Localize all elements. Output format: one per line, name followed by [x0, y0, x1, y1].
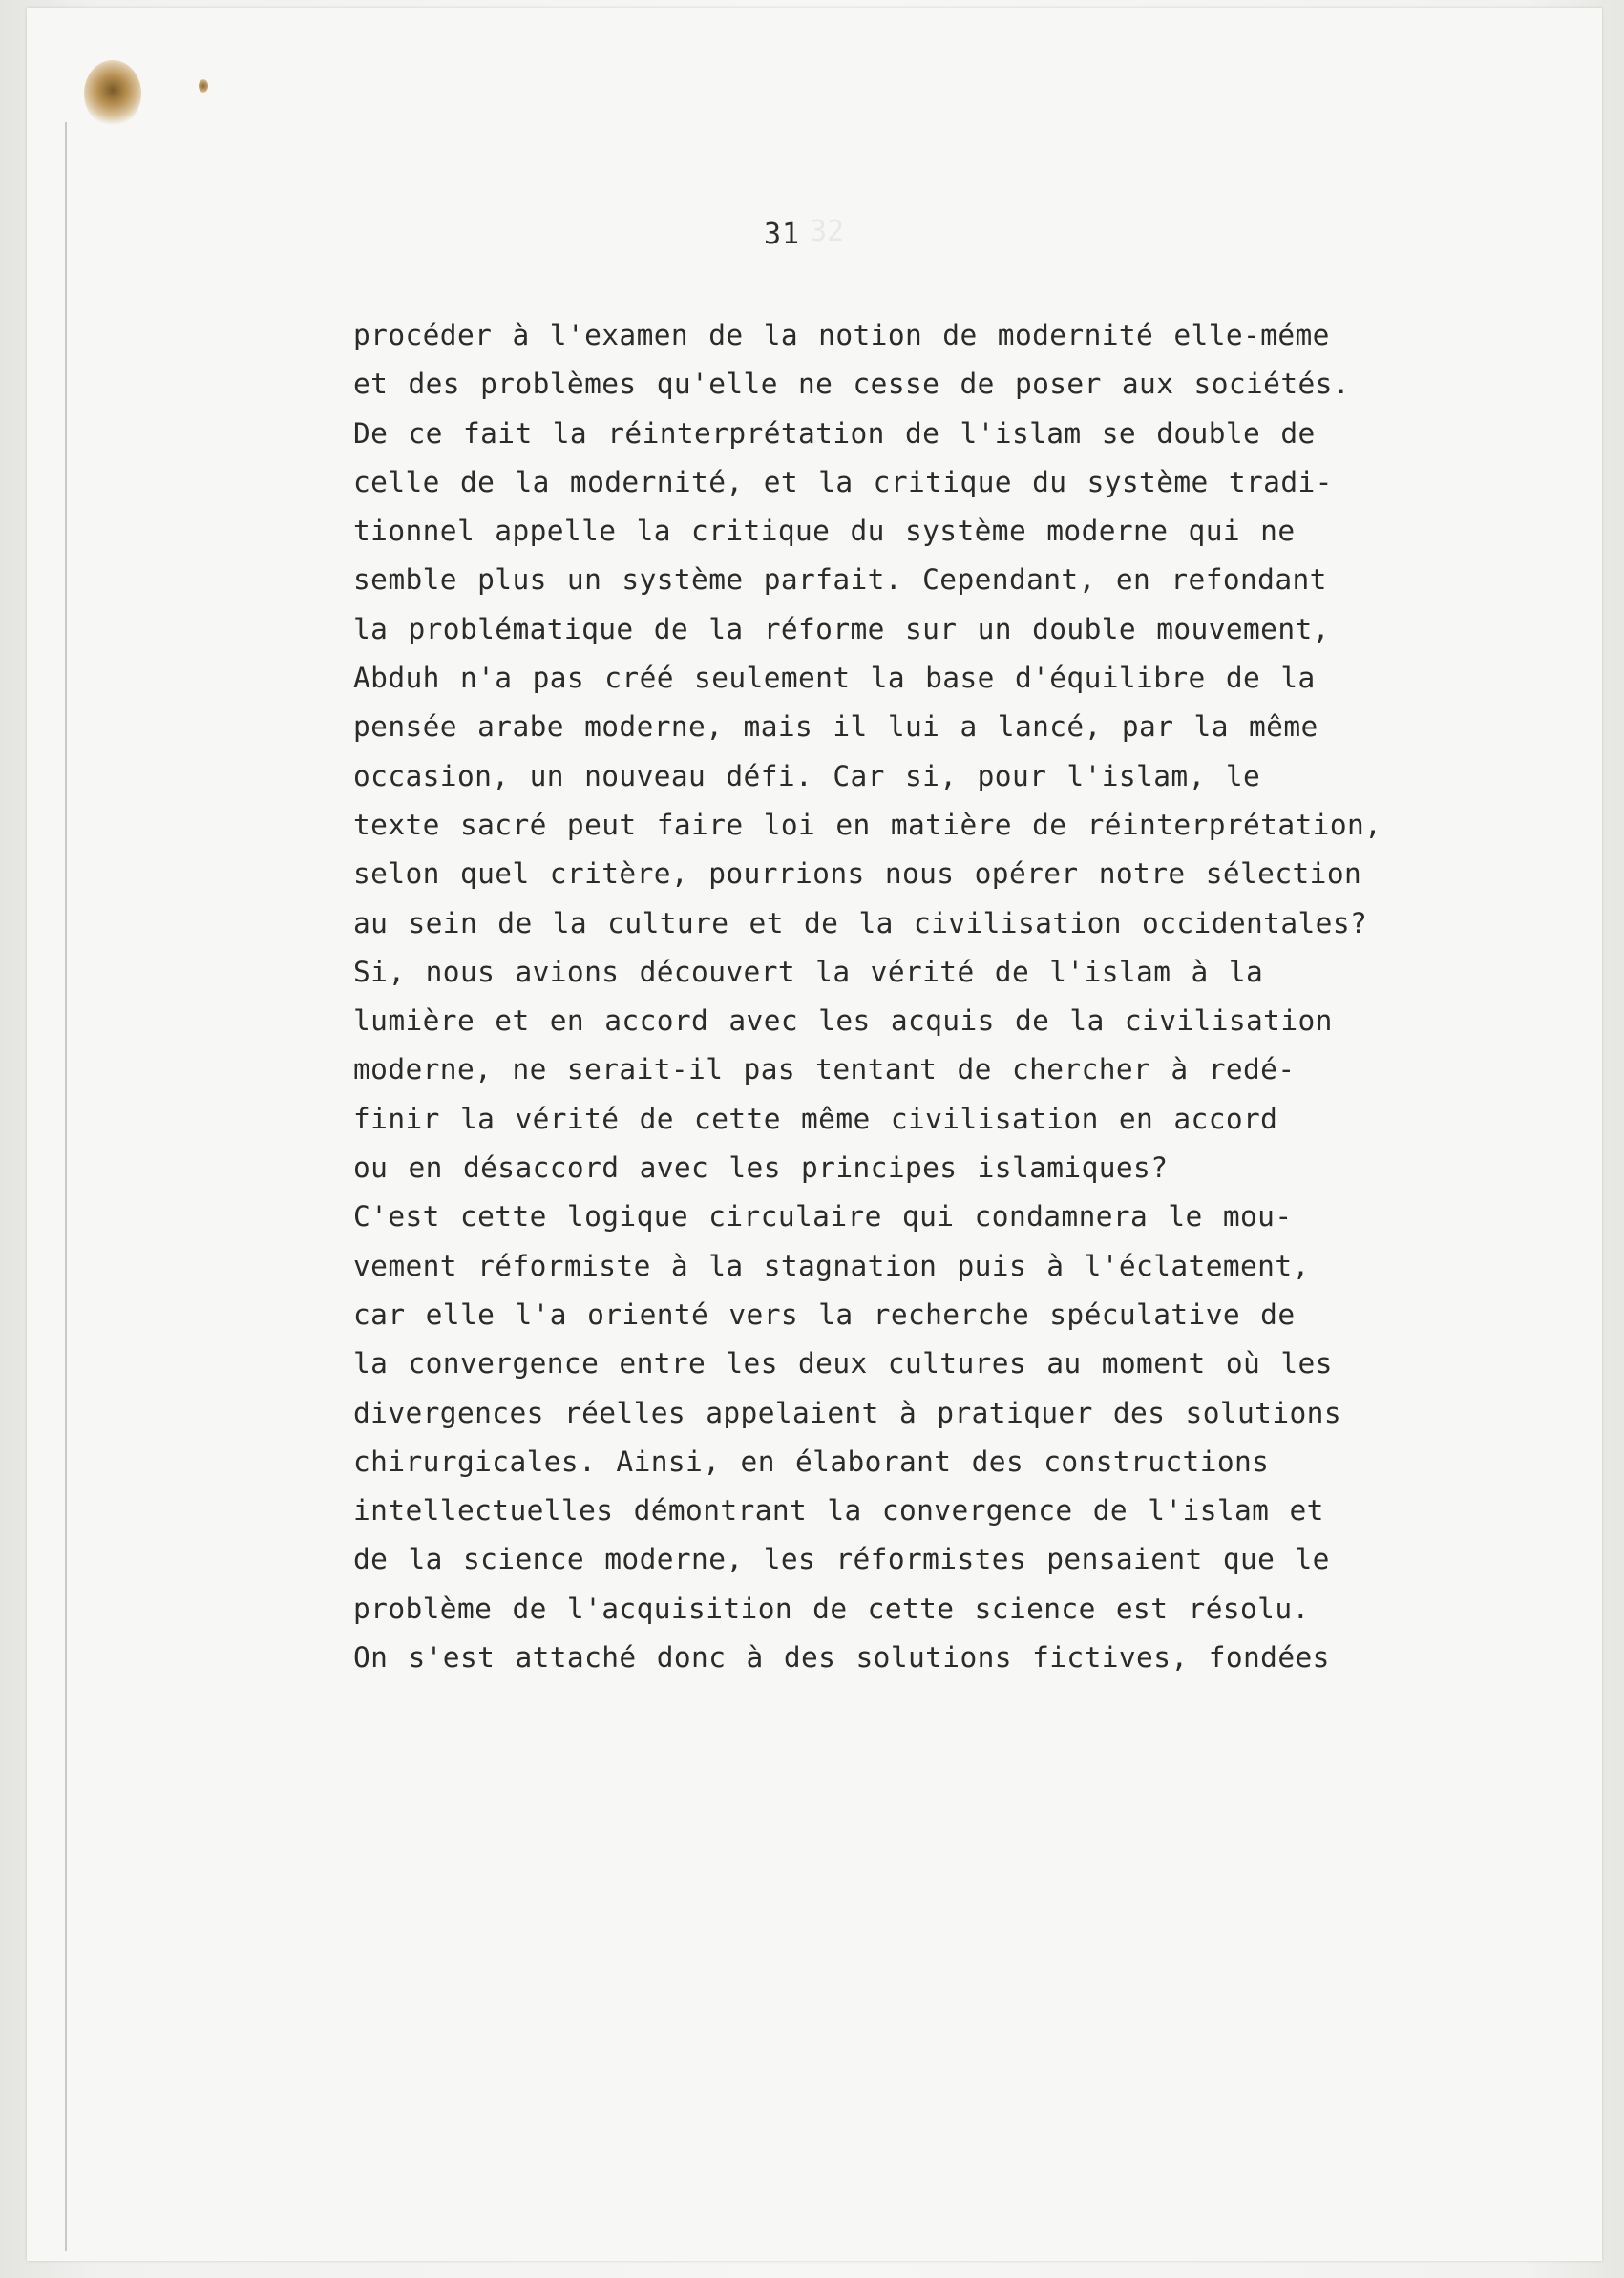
text-line: finir la vérité de cette même civilisation en accord: [353, 1102, 1278, 1135]
text-line: pensée arabe moderne, mais il lui a lancé, par la même: [353, 710, 1318, 744]
text-line: vement réformiste à la stagnation puis à l'éclatement,: [353, 1249, 1310, 1282]
page-number-ghost: 32: [810, 215, 845, 248]
text-line: de la science moderne, les réformistes pensaient que le: [353, 1543, 1330, 1576]
text-line: On s'est attaché donc à des solutions fictives, fondées: [353, 1641, 1330, 1675]
text-line: intellectuelles démontrant la convergence de l'islam et: [353, 1494, 1324, 1528]
text-line: procéder à l'examen de la notion de modernité elle-méme: [353, 319, 1330, 351]
text-line: selon quel critère, pourrions nous opérer notre sélection: [353, 857, 1362, 891]
text-line: celle de la modernité, et la critique du système tradi-: [353, 465, 1333, 498]
text-line: occasion, un nouveau défi. Car si, pour l'islam, le: [353, 759, 1261, 792]
text-line: De ce fait la réinterprétation de l'islam se double de: [353, 416, 1316, 450]
text-line: Si, nous avions découvert la vérité de l'islam à la: [353, 955, 1264, 988]
text-line: et des problèmes qu'elle ne cesse de poser aux sociétés.: [353, 368, 1350, 401]
text-line: C'est cette logique circulaire qui condamnera le mou-: [353, 1200, 1293, 1234]
text-line: problème de l'acquisition de cette science est résolu.: [353, 1592, 1310, 1625]
text-line: chirurgicales. Ainsi, en élaborant des constructions: [353, 1445, 1270, 1478]
text-line: lumière et en accord avec les acquis de la civilisation: [353, 1004, 1333, 1038]
text-line: moderne, ne serait-il pas tentant de chercher à redé-: [353, 1053, 1296, 1086]
stain-dot: [199, 79, 208, 93]
text-line: divergences réelles appelaient à pratiquer des solutions: [353, 1396, 1341, 1429]
text-line: texte sacré peut faire loi en matière de réinterprétation,: [353, 808, 1382, 841]
text-line: Abduh n'a pas créé seulement la base d'équilibre de la: [353, 662, 1316, 695]
text-line: tionnel appelle la critique du système moderne qui ne: [353, 515, 1296, 548]
paper-edge: [65, 122, 67, 2251]
text-line: la convergence entre les deux cultures au moment où les: [353, 1347, 1333, 1381]
stain-mark: [84, 60, 141, 127]
text-line: car elle l'a orienté vers la recherche spéculative de: [353, 1297, 1296, 1331]
text-line: au sein de la culture et de la civilisation occidentales?: [353, 906, 1368, 939]
text-line: semble plus un système parfait. Cependant, en refondant: [353, 563, 1327, 597]
text-line: la problématique de la réforme sur un double mouvement,: [353, 612, 1330, 645]
page-number: 31: [764, 218, 801, 251]
body-text: [353, 311, 1499, 1682]
text-line: ou en désaccord avec les principes islamiques?: [353, 1151, 1169, 1185]
